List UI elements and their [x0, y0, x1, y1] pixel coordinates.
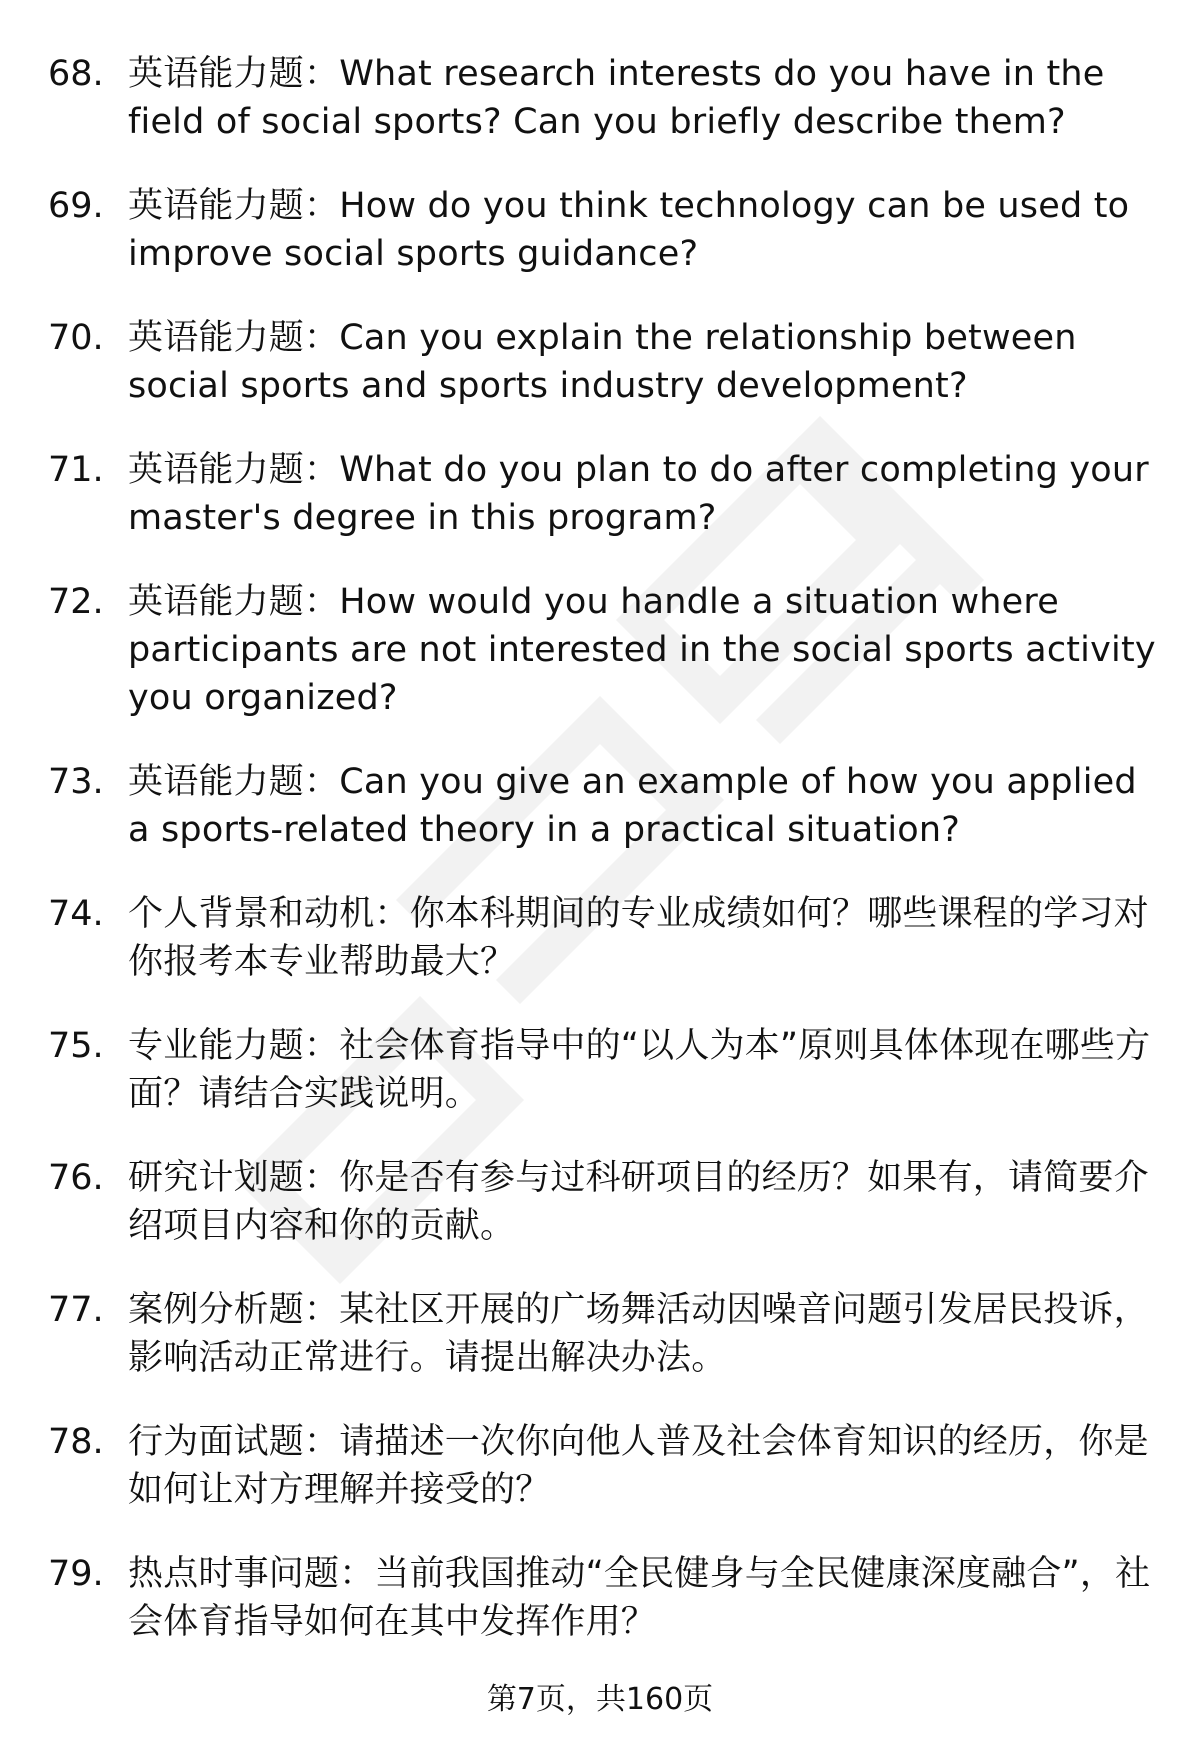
question-number: 69.: [48, 186, 104, 226]
question-number: 77.: [48, 1290, 104, 1330]
question-item: [48, 758, 1158, 854]
question-item: [48, 1286, 1158, 1382]
question-number: 76.: [48, 1158, 104, 1198]
question-text: 英语能力题：Can you give an example of how you applied a sports-related theory in a practical situation?: [128, 762, 1137, 850]
question-number: 68.: [48, 54, 104, 94]
question-text: 英语能力题：What do you plan to do after completing your master's degree in this program?: [128, 450, 1149, 538]
question-item: [48, 578, 1158, 722]
question-number: 71.: [48, 450, 104, 490]
question-text: 案例分析题：某社区开展的广场舞活动因噪音问题引发居民投诉，影响活动正常进行。请提出解决办法。: [128, 1290, 1149, 1378]
question-number: 79.: [48, 1554, 104, 1594]
question-number: 78.: [48, 1422, 104, 1462]
question-item: [48, 446, 1158, 542]
question-text: 热点时事问题：当前我国推动“全民健身与全民健康深度融合”，社会体育指导如何在其中发挥作用？: [128, 1554, 1151, 1642]
page-number: 第7页，共160页: [486, 1682, 714, 1717]
question-item: [48, 1550, 1158, 1646]
question-text: 专业能力题：社会体育指导中的“以人为本”原则具体体现在哪些方面？请结合实践说明。: [128, 1026, 1151, 1114]
question-number: 74.: [48, 894, 104, 934]
question-item: [48, 1022, 1158, 1118]
question-list: [48, 50, 1158, 1682]
question-item: [48, 1154, 1158, 1250]
question-text: 英语能力题：What research interests do you have in the field of social sports? Can you briefly describe them?: [128, 54, 1105, 142]
question-text: 个人背景和动机：你本科期间的专业成绩如何？哪些课程的学习对你报考本专业帮助最大？: [128, 894, 1149, 982]
question-item: [48, 50, 1158, 146]
question-item: [48, 890, 1158, 986]
question-number: 72.: [48, 582, 104, 622]
question-text: 英语能力题：How do you think technology can be used to improve social sports guidance?: [128, 186, 1130, 274]
question-item: [48, 182, 1158, 278]
question-text: 行为面试题：请描述一次你向他人普及社会体育知识的经历，你是如何让对方理解并接受的？: [128, 1422, 1149, 1510]
question-number: 70.: [48, 318, 104, 358]
question-number: 73.: [48, 762, 104, 802]
question-text: 英语能力题：How would you handle a situation where participants are not interested in the social sports activity you organized?: [128, 582, 1156, 718]
question-text: 英语能力题：Can you explain the relationship between social sports and sports industry development?: [128, 318, 1077, 406]
question-item: [48, 314, 1158, 410]
question-item: [48, 1418, 1158, 1514]
question-text: 研究计划题：你是否有参与过科研项目的经历？如果有，请简要介绍项目内容和你的贡献。: [128, 1158, 1149, 1246]
question-number: 75.: [48, 1026, 104, 1066]
